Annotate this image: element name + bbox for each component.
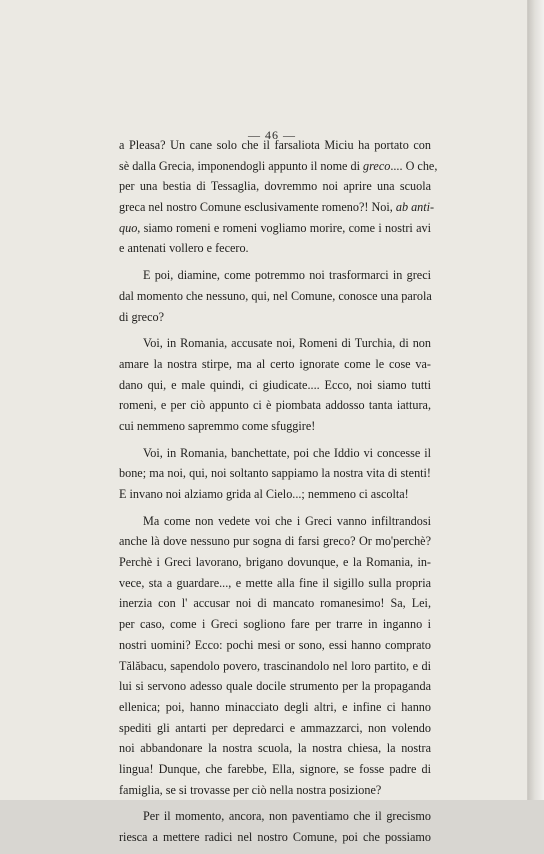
paragraph	[119, 135, 438, 259]
text-line: Voi, in Romania, banchettate, poi che Iddio vi concesse il	[143, 445, 431, 460]
book-gutter	[528, 0, 544, 800]
text-line: amare la nostra stirpe, ma al certo ignorate come le cose va-	[119, 356, 431, 371]
text-line: lui si servono adesso quale docile strumento per la propaganda	[119, 679, 431, 694]
text-line: sè dalla Grecia, imponendogli appunto il nome di greco.... O che,	[119, 158, 438, 173]
text-line: Tălăbacu, sapendolo povero, trascinandolo nel loro partito, e di	[119, 658, 431, 673]
text-line: Voi, in Romania, accusate noi, Romeni di Turchia, di non	[143, 336, 431, 351]
text-line: bone; ma noi, qui, noi soltanto sappiamo la nostra vita di stenti!	[119, 466, 431, 481]
text-line: e antenati vollero e fecero.	[119, 241, 249, 256]
text-line: lingua! Dunque, che farebbe, Ella, signore, se fosse padre di	[119, 761, 431, 776]
text-line: E poi, diamine, come potremmo noi trasformarci in greci	[143, 268, 431, 283]
text-line: vece, sta a guardare..., e mette alla fine il sigillo sulla propria	[119, 575, 431, 590]
text-line: di greco?	[119, 309, 165, 324]
text-line: Perchè i Greci lavorano, brigano dovunque, e la Romania, in-	[119, 555, 431, 570]
text-line: E invano noi alziamo grida al Cielo...; nemmeno ci ascolta!	[119, 487, 409, 501]
text-line: Per il momento, ancora, non paventiamo che il grecismo	[143, 809, 431, 824]
text-line: per una bestia di Tessaglia, dovremmo noi aprire una scuola	[119, 179, 431, 194]
text-line: dal momento che nessuno, qui, nel Comune, conosce una parola	[119, 288, 432, 303]
body-text	[119, 135, 438, 854]
text-line: ellenica; poi, hanno minacciato degli altri, e infine ci hanno	[119, 699, 431, 714]
paragraph	[119, 511, 431, 801]
text-line: Ma come non vedete voi che i Greci vanno infiltrandosi	[143, 513, 431, 528]
paragraph	[119, 265, 431, 327]
text-line: famiglia, se si trovasse per ciò nella nostra posizione?	[119, 782, 382, 797]
text-line: greca nel nostro Comune esclusivamente romeno?! Noi, ab anti-	[119, 200, 435, 215]
text-line: per caso, come i Greci sogliono fare per trarre in inganno i	[119, 617, 431, 632]
text-line: cui nemmeno sapremmo come sfuggire!	[119, 418, 316, 433]
text-line: inerzia con l' accusar noi di mancato romanesimo! Sa, Lei,	[119, 596, 431, 611]
text-line: romeni, e per ciò appunto ci è piombata addosso tanta iattura,	[119, 398, 431, 413]
text-line: dano qui, e male quindi, ci giudicate.... Ecco, noi siamo tutti	[119, 377, 431, 392]
text-line: riesca a mettere radici nel nostro Comune, poi che possiamo	[119, 830, 431, 844]
text-line: nostri uomini? Ecco: pochi mesi or sono, essi hanno comprato	[119, 637, 431, 652]
paragraph	[119, 806, 431, 847]
text-line: anche là dove nessuno pur sogna di farsi greco? Or mo'perchè?	[119, 534, 431, 549]
text-line: noi abbandonare la nostra scuola, la nostra chiesa, la nostra	[119, 741, 431, 756]
page-number: — 46 —	[248, 128, 296, 142]
paragraph	[119, 443, 431, 505]
paragraph	[119, 333, 431, 436]
text-line: quo, siamo romeni e romeni vogliamo morire, come i nostri avi	[119, 220, 431, 235]
text-line: spediti gli antarti per depredarci e ammazzarci, non volendo	[119, 720, 431, 735]
text-line: a Pleasa? Un cane solo che il farsaliota Miciu ha portato con	[119, 138, 431, 152]
